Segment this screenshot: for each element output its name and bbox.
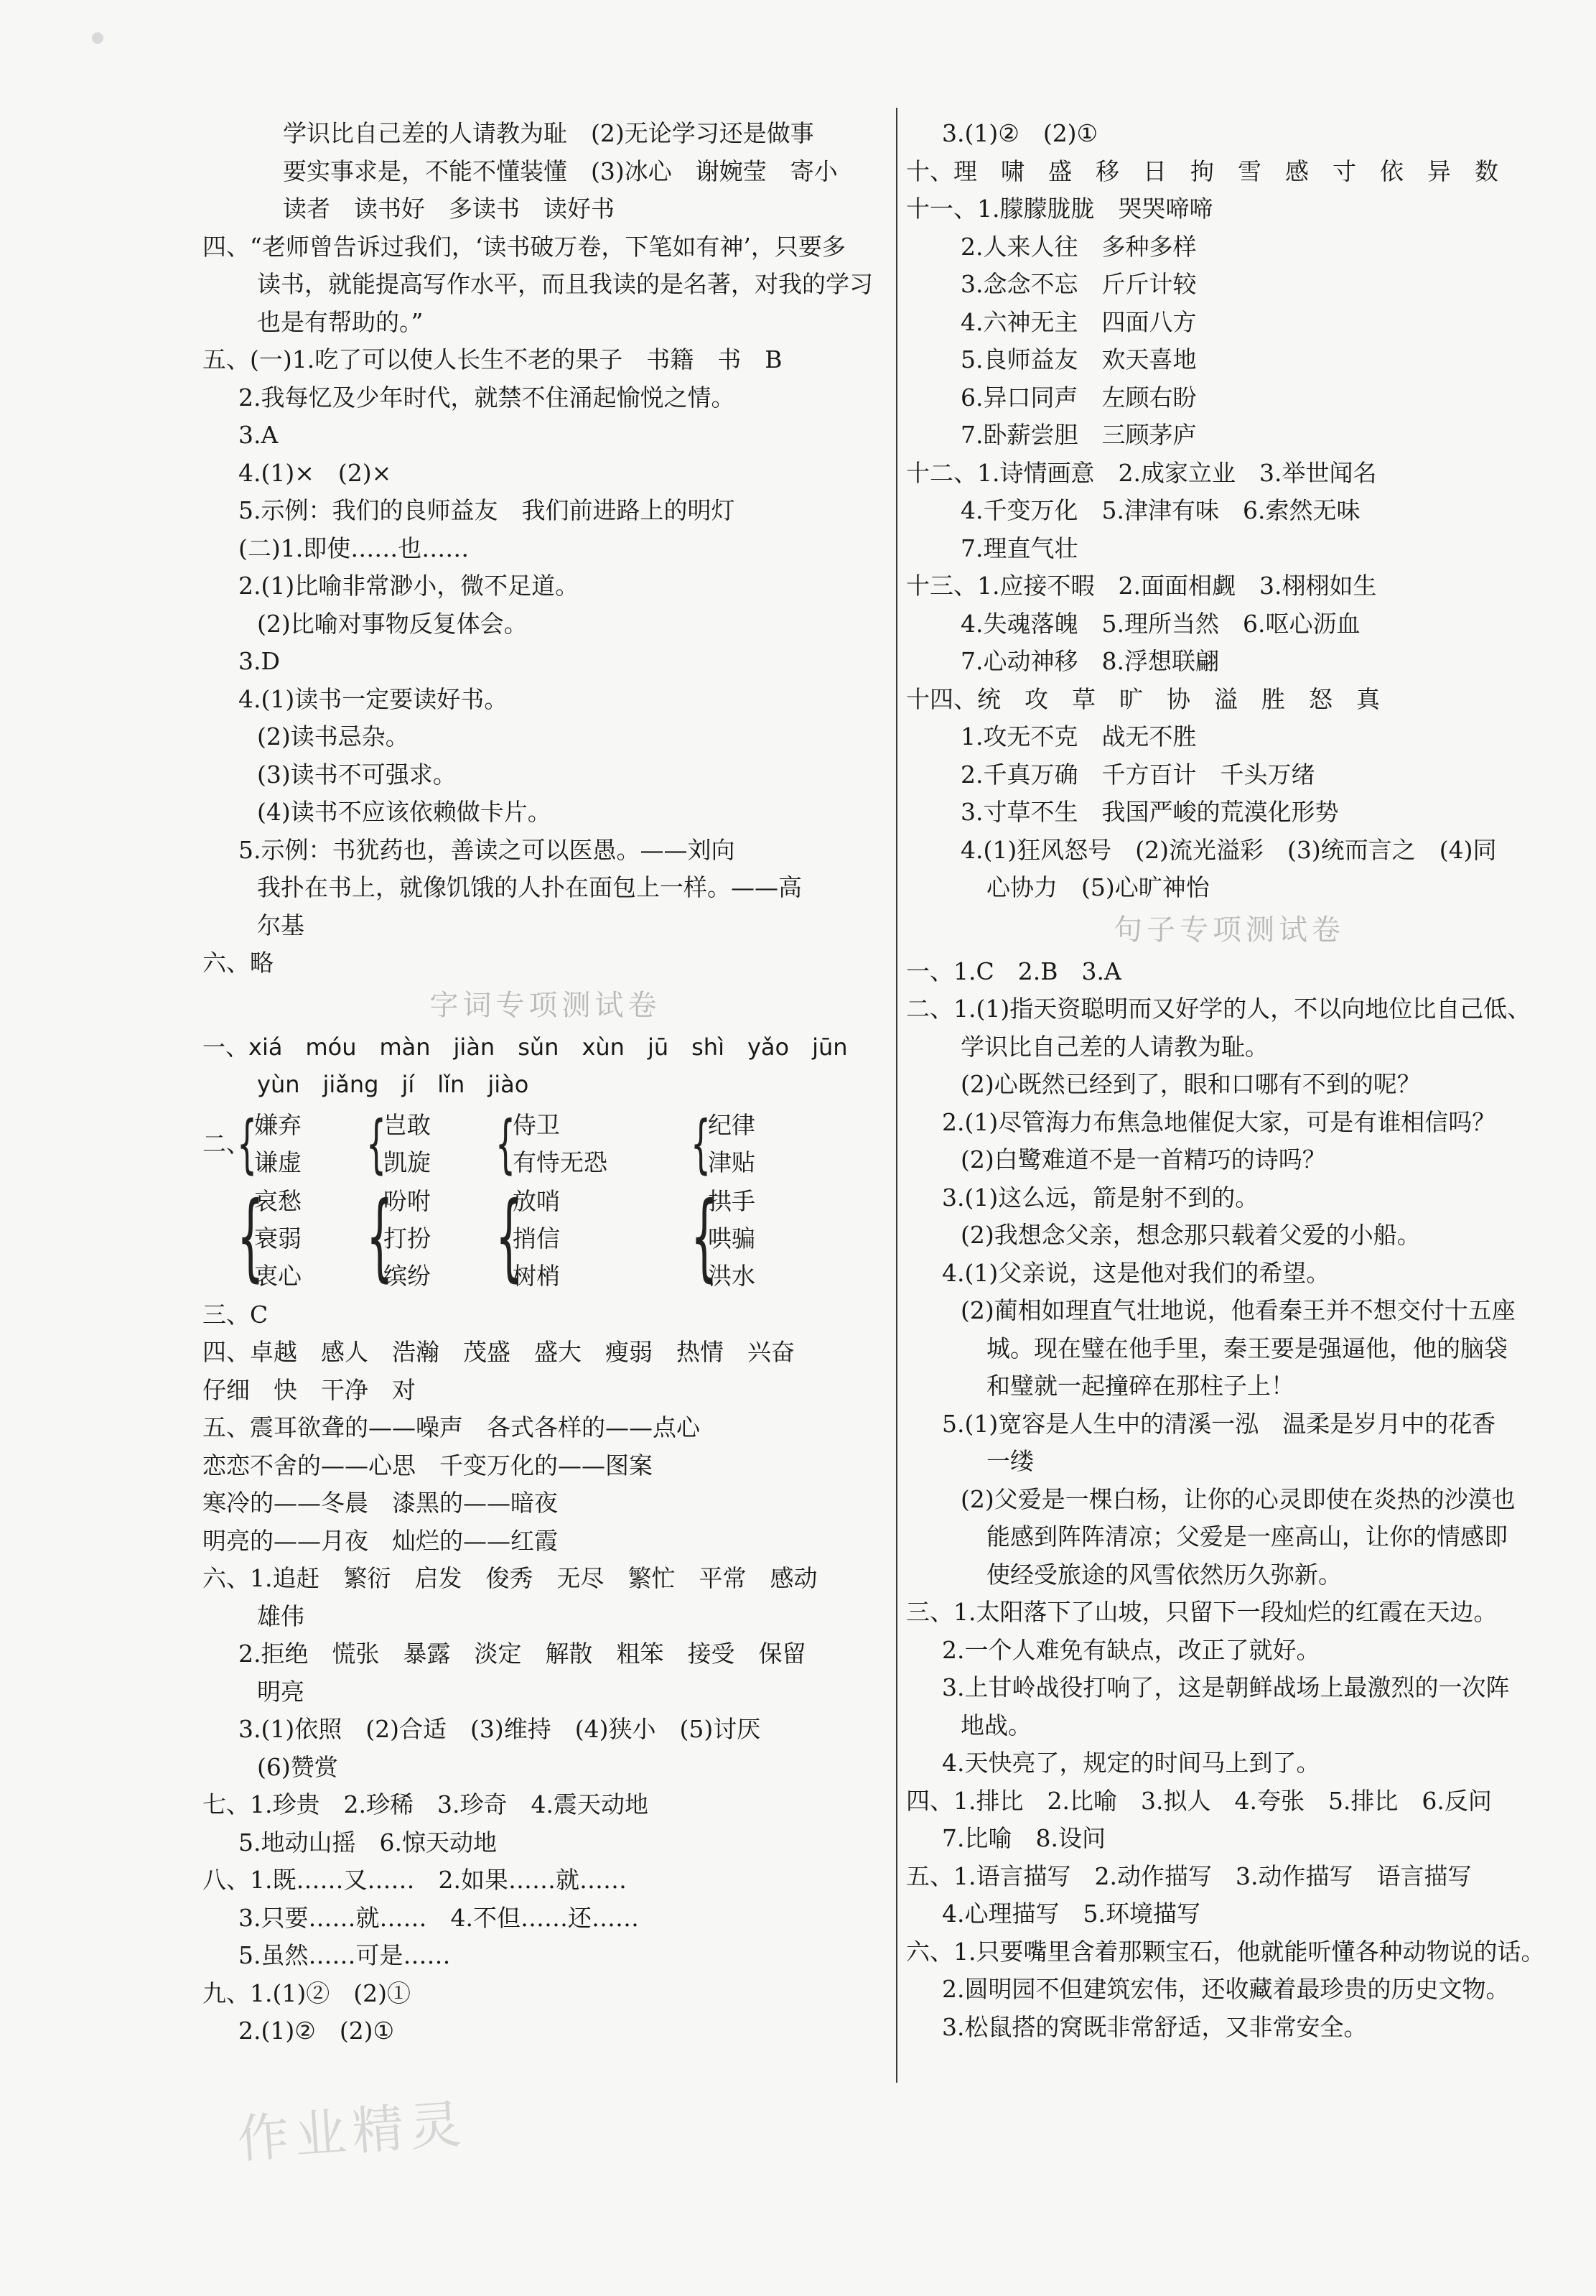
answer-line: 六、1.只要嘴里含着那颗宝石，他就能听懂各种动物说的话。 [906, 1937, 1545, 1966]
answer-line: 2.圆明园不但建筑宏伟，还收藏着最珍贵的历史文物。 [942, 1975, 1510, 2003]
answer-line: 雄伟 [257, 1602, 304, 1630]
answer-line: 3.A [238, 421, 279, 449]
triple-word: 衰弱 [254, 1224, 302, 1252]
answer-line: 三、1.太阳落下了山坡，只留下一段灿烂的红霞在天边。 [906, 1598, 1498, 1626]
answer-line: 使经受旅途的风雪依然历久弥新。 [986, 1560, 1342, 1589]
answer-line: 2.(1)比喻非常渺小，微不足道。 [238, 572, 579, 600]
answer-line: 明亮 [257, 1677, 304, 1706]
answer-line: 4.心理描写 5.环境描写 [942, 1900, 1200, 1928]
answer-line: 5.示例：书犹药也，善读之可以医愚。——刘向 [238, 835, 735, 864]
triple-word: 哄骗 [708, 1224, 755, 1252]
answer-line: 八、1.既……又…… 2.如果……就…… [202, 1866, 627, 1894]
answer-line: 十三、1.应接不暇 2.面面相觑 3.栩栩如生 [906, 572, 1377, 600]
answer-line: 4.千变万化 5.津津有味 6.索然无味 [961, 496, 1361, 524]
right-answers-bottom [906, 953, 1552, 2047]
triple-word: 缤纷 [383, 1261, 431, 1290]
q2-word-triples [202, 1183, 888, 1296]
answer-line: (2)蔺相如理直气壮地说，他看秦王并不想交付十五座 [961, 1296, 1516, 1324]
triple-word: 打扮 [383, 1224, 431, 1252]
answer-line: 一、1.C 2.B 3.A [906, 957, 1121, 985]
pair-word: 纪律 [708, 1110, 755, 1139]
answer-line: (2)我想念父亲，想念那只载着父爱的小船。 [961, 1221, 1421, 1249]
brace-mark: { [691, 1181, 718, 1292]
answer-line: 3.(1)依照 (2)合适 (3)维持 (4)狭小 (5)讨厌 [238, 1715, 761, 1743]
answer-line: 也是有帮助的。” [257, 307, 424, 336]
answer-line: 5.(1)宽容是人生中的清溪一泓 温柔是岁月中的花香 [942, 1409, 1496, 1438]
answer-line: 3.上甘岭战役打响了，这是朝鲜战场上最激烈的一次阵 [942, 1673, 1510, 1701]
pair-word: 嫌弃 [254, 1110, 302, 1139]
right-column [906, 115, 1552, 2046]
answer-line: 7.比喻 8.设问 [942, 1824, 1106, 1852]
answer-line: 5.地动山摇 6.惊天动地 [238, 1828, 497, 1856]
left-answers-bottom [202, 1296, 888, 2050]
answer-line: 2.千真万确 千方百计 千头万绪 [961, 760, 1315, 789]
answer-line: 九、1.(1)② (2)① [202, 1979, 411, 2007]
answer-line: 六、略 [202, 949, 274, 977]
answer-line: 2.我每忆及少年时代，就禁不住涌起愉悦之情。 [238, 383, 735, 412]
answer-line: 一缕 [986, 1447, 1034, 1475]
answer-line: 五、震耳欲聋的——噪声 各式各样的——点心 [202, 1413, 700, 1441]
pinyin-answers-line-1: 一、xiá móu màn jiàn sǔn xùn jū shì yǎo jūn [202, 1033, 848, 1061]
answer-line: 4.天快亮了，规定的时间马上到了。 [942, 1749, 1320, 1777]
answer-line: 2.(1)② (2)① [238, 2017, 395, 2045]
answer-line: 3.念念不忘 斤斤计较 [961, 270, 1197, 298]
triple-word: 拱手 [708, 1186, 755, 1215]
answer-line: 3.(1)这么远，箭是射不到的。 [942, 1183, 1259, 1212]
answer-line: 3.寸草不生 我国严峻的荒漠化形势 [961, 798, 1339, 826]
answer-line: 五、1.语言描写 2.动作描写 3.动作描写 语言描写 [906, 1862, 1472, 1890]
left-answers-top [202, 115, 888, 982]
answer-line: 十四、统 攻 草 旷 协 溢 胜 怒 真 [906, 684, 1380, 713]
triple-word: 树梢 [513, 1261, 560, 1290]
answer-line: 十二、1.诗情画意 2.成家立业 3.举世闻名 [906, 458, 1377, 487]
q2-word-pairs [202, 1107, 888, 1181]
answer-line: 4.(1)父亲说，这是他对我们的希望。 [942, 1258, 1330, 1287]
answer-line: 地战。 [961, 1711, 1032, 1739]
answer-line: 尔基 [257, 911, 304, 939]
answer-line: 7.卧薪尝胆 三顾茅庐 [961, 421, 1197, 449]
answer-line: (2)心既然已经到了，眼和口哪有不到的呢？ [961, 1070, 1421, 1098]
pair-word: 津贴 [708, 1148, 755, 1176]
answer-line: 5.示例：我们的良师益友 我们前进路上的明灯 [238, 496, 735, 524]
answer-line: 6.异口同声 左顾右盼 [961, 383, 1197, 412]
answer-line: 3.松鼠搭的窝既非常舒适，又非常安全。 [942, 2012, 1368, 2041]
triple-word: 吩咐 [383, 1186, 431, 1215]
answer-line: 4.六神无主 四面八方 [961, 307, 1197, 336]
triple-word: 洪水 [708, 1261, 755, 1290]
answer-line: 4.(1)读书一定要读好书。 [238, 684, 508, 713]
answer-line: 明亮的——月夜 灿烂的——红霞 [202, 1526, 558, 1555]
brace-mark: { [495, 1106, 515, 1181]
answer-line: 5.虽然……可是…… [238, 1941, 451, 1969]
pair-word: 凯旋 [383, 1148, 431, 1176]
column-divider [896, 108, 897, 2083]
answer-line: 六、1.追赶 繁衍 启发 俊秀 无尽 繁忙 平常 感动 [202, 1564, 818, 1592]
answer-line: (2)白鹭难道不是一首精巧的诗吗？ [961, 1145, 1326, 1173]
answer-line: (二)1.即使……也…… [238, 534, 470, 562]
pair-word: 岂敢 [383, 1110, 431, 1139]
answer-line: (6)赞赏 [257, 1752, 338, 1781]
binding-hole [92, 32, 103, 44]
answer-line: 4.失魂落魄 5.理所当然 6.呕心沥血 [961, 609, 1361, 638]
answer-line: 3.只要……就…… 4.不但……还…… [238, 1903, 639, 1932]
brace-mark: { [495, 1181, 523, 1292]
answer-line: 1.攻无不克 战无不胜 [961, 722, 1197, 750]
answer-line: 读书，就能提高写作水平，而且我读的是名著，对我的学习 [257, 270, 873, 298]
section-title-sentences: 句子专项测试卷 [1114, 913, 1345, 947]
answer-line: 5.良师益友 欢天喜地 [961, 345, 1197, 373]
triple-word: 衷心 [254, 1261, 302, 1290]
answer-line: (2)父爱是一棵白杨，让你的心灵即使在炎热的沙漠也 [961, 1484, 1516, 1513]
q2-label: 二、 [202, 1129, 250, 1158]
answer-line: 3.D [238, 647, 280, 675]
footer-watermark: 作业精灵 [235, 2093, 469, 2170]
answer-line: 仔细 快 干净 对 [202, 1375, 416, 1404]
answer-line: 2.一个人难免有缺点，改正了就好。 [942, 1635, 1320, 1664]
answer-line: 4.(1)× (2)× [238, 458, 392, 487]
answer-line: 恋恋不舍的——心思 千变万化的——图案 [202, 1451, 653, 1479]
pair-word: 侍卫 [513, 1110, 560, 1139]
answer-line: 五、(一)1.吃了可以使人长生不老的果子 书籍 书 B [202, 345, 783, 373]
brace-mark: { [366, 1181, 393, 1292]
answer-line: (2)比喻对事物反复体会。 [257, 609, 528, 638]
answer-line: 读者 读书好 多读书 读好书 [283, 195, 615, 223]
answer-line: 心协力 (5)心旷神怡 [986, 873, 1210, 901]
answer-line: 2.人来人往 多种多样 [961, 232, 1197, 261]
right-answers-top [906, 115, 1552, 907]
pair-word: 有恃无恐 [513, 1148, 607, 1176]
answer-line: 3.(1)② (2)① [942, 119, 1098, 147]
triple-word: 捎信 [513, 1224, 560, 1252]
answer-line: 7.理直气壮 [961, 534, 1078, 562]
answer-line: 2.拒绝 慌张 暴露 淡定 解散 粗笨 接受 保留 [238, 1640, 806, 1668]
section-title-vocabulary: 字词专项测试卷 [429, 988, 661, 1022]
answer-line: 2.(1)尽管海力布焦急地催促大家，可是有谁相信吗？ [942, 1107, 1496, 1136]
answer-line: 和璧就一起撞碎在那柱子上！ [986, 1372, 1294, 1400]
answer-line: (4)读书不应该依赖做卡片。 [257, 798, 551, 826]
answer-line: 学识比自己差的人请教为耻 (2)无论学习还是做事 [283, 119, 814, 147]
answer-line: (3)读书不可强求。 [257, 760, 457, 789]
answer-line: 7.心动神移 8.浮想联翩 [961, 647, 1219, 675]
answer-line: 七、1.珍贵 2.珍稀 3.珍奇 4.震天动地 [202, 1790, 648, 1818]
pair-word: 谦虚 [254, 1148, 302, 1176]
left-column [202, 115, 888, 2050]
answer-line: 我扑在书上，就像饥饿的人扑在面包上一样。——高 [257, 873, 802, 901]
answer-line: 二、1.(1)指天资聪明而又好学的人，不以向地位比自己低、 [906, 995, 1531, 1023]
brace-mark: { [237, 1181, 264, 1292]
answer-line: 4.(1)狂风怒号 (2)流光溢彩 (3)统而言之 (4)同 [961, 835, 1497, 864]
answer-line: 十一、1.朦朦胧胧 哭哭啼啼 [906, 195, 1213, 223]
triple-word: 放哨 [513, 1186, 560, 1215]
answer-line: 寒冷的——冬晨 漆黑的——暗夜 [202, 1489, 558, 1517]
answer-line: 四、卓越 感人 浩瀚 茂盛 盛大 瘦弱 热情 兴奋 [202, 1338, 795, 1366]
answer-line: 三、C [202, 1300, 269, 1329]
answer-line: 能感到阵阵清凉；父爱是一座高山，让你的情感即 [986, 1523, 1508, 1551]
pinyin-answers-line-2: yùn jiǎng jí lǐn jiào [257, 1071, 529, 1098]
answer-line: 学识比自己差的人请教为耻。 [961, 1032, 1269, 1061]
answer-line: 四、1.排比 2.比喻 3.拟人 4.夸张 5.排比 6.反问 [906, 1786, 1492, 1815]
answer-line: 要实事求是，不能不懂装懂 (3)冰心 谢婉莹 寄小 [283, 157, 838, 185]
brace-mark: { [691, 1106, 711, 1181]
triple-word: 哀愁 [254, 1186, 302, 1215]
answer-line: (2)读书忌杂。 [257, 722, 409, 750]
answer-line: 城。现在璧在他手里，秦王要是强逼他，他的脑袋 [986, 1334, 1508, 1362]
brace-mark: { [237, 1106, 257, 1181]
brace-mark: { [366, 1106, 386, 1181]
answer-line: 十、理 啸 盛 移 日 拘 雪 感 寸 依 异 数 [906, 157, 1498, 185]
answer-line: 四、“老师曾告诉过我们，‘读书破万卷，下笔如有神’，只要多 [202, 232, 846, 261]
